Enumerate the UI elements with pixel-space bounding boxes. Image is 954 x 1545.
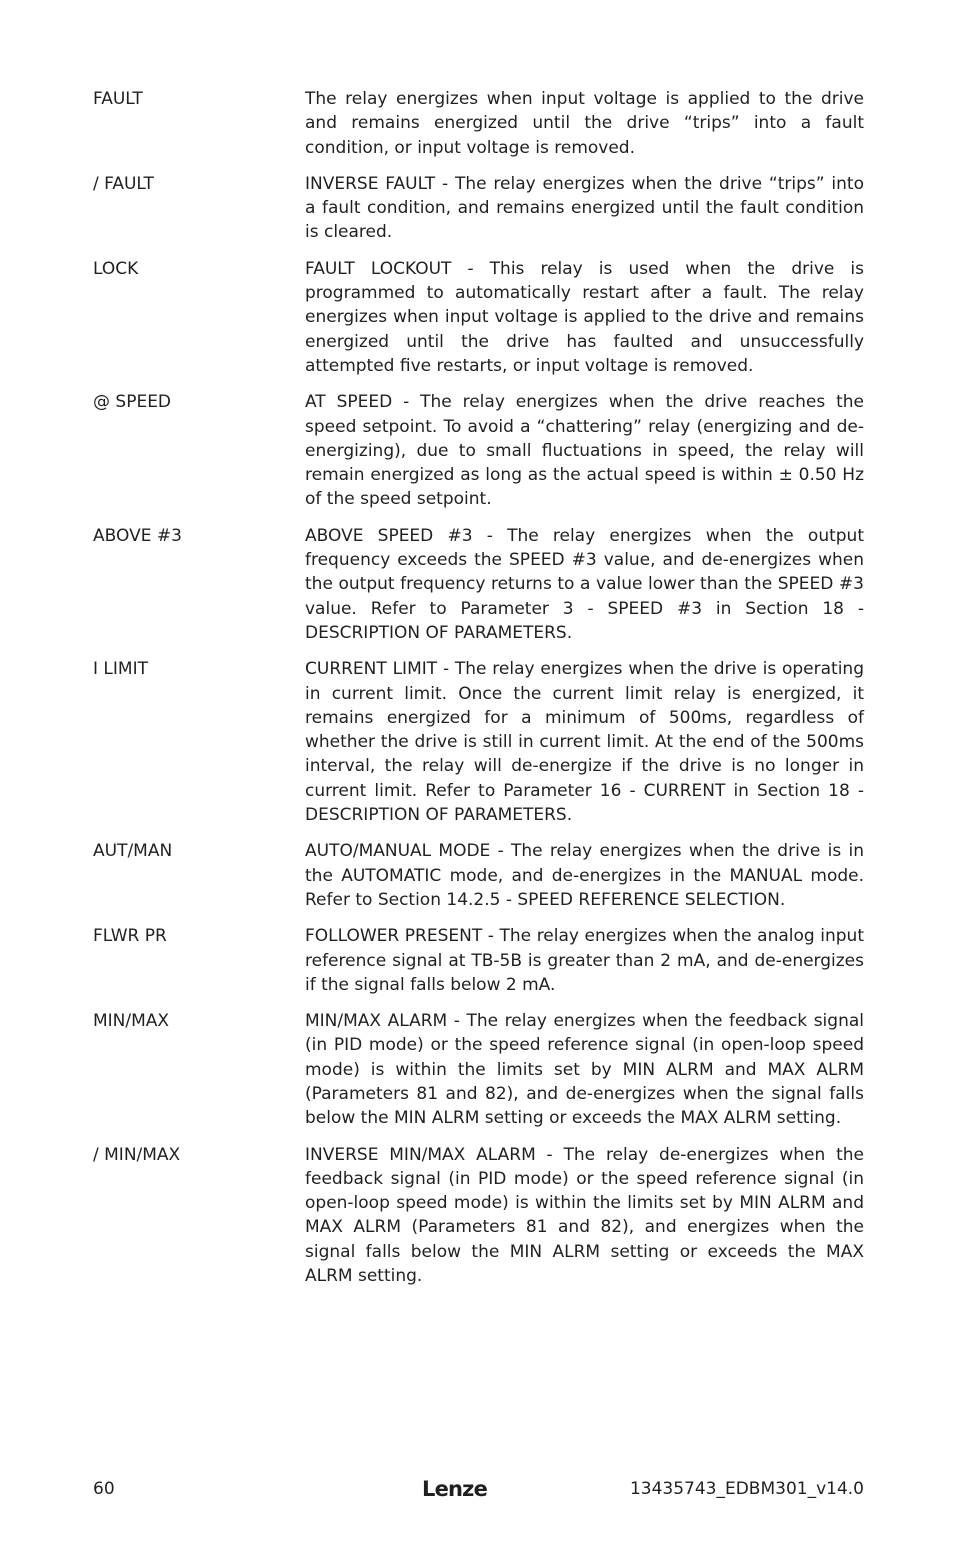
page-number: 60 xyxy=(93,1479,115,1499)
definition-term: AUT/MAN xyxy=(93,841,173,862)
definition-text: ABOVE SPEED #3 - The relay energizes when the output frequency exceeds the SPEED #3 value, and de-energizes when the output frequency returns to a value lower than the SPEED #3 value. Refer to Parameter 3 - SPEED #3 in Section 18 - DESCRIPTION OF PARAMETERS. xyxy=(305,525,864,643)
definition-term: I LIMIT xyxy=(93,659,148,680)
definition-text: FOLLOWER PRESENT - The relay energizes when the analog input reference signal at TB-5B is greater than 2 mA, and de-energizes if the signal falls below 2 mA. xyxy=(305,926,864,995)
definition-row xyxy=(93,524,864,645)
definition-text: FAULT LOCKOUT - This relay is used when the drive is programmed to automatically restart after a fault. The relay energizes when input voltage is applied to the drive and remains energized until the drive has faulted and unsuccessfully attempted five restarts, or input voltage is removed. xyxy=(305,258,864,376)
lenze-logo: Lenze xyxy=(422,1477,488,1501)
definition-text: MIN/MAX ALARM - The relay energizes when the feedback signal (in PID mode) or the speed reference signal (in open-loop speed mode) is within the limits set by MIN ALRM and MAX ALRM (Parameters 81 and 82), and de-energizes when the signal falls below the MIN ALRM setting or exceeds the MAX ALRM setting. xyxy=(305,1011,864,1129)
definition-term: ABOVE #3 xyxy=(93,525,182,546)
definition-row xyxy=(93,87,864,160)
definition-term: LOCK xyxy=(93,258,139,279)
definition-text: CURRENT LIMIT - The relay energizes when the drive is operating in current limit. Once the current limit relay is energized, it remains energized for a minimum of 500ms, regardless of whether the drive is still in current limit. At the end of the 500ms interval, the relay will de-energize if the drive is no longer in current limit. Refer to Parameter 16 - CURRENT in Section 18 - DESCRIPTION OF PARAMETERS. xyxy=(305,659,864,826)
definition-text: AT SPEED - The relay energizes when the drive reaches the speed setpoint. To avoid a “chattering” relay (energizing and de-energizing), due to small fluctuations in speed, the relay will remain energized as long as the actual speed is within ± 0.50 Hz of the speed setpoint. xyxy=(305,392,864,510)
definition-row xyxy=(93,390,864,511)
definition-row xyxy=(93,924,864,997)
definition-row xyxy=(93,1143,864,1289)
definition-term: / MIN/MAX xyxy=(93,1144,181,1165)
definition-row xyxy=(93,172,864,245)
definition-term: @ SPEED xyxy=(93,392,172,413)
definition-text: The relay energizes when input voltage is applied to the drive and remains energized until the drive “trips” into a fault condition, or input voltage is removed. xyxy=(305,89,864,158)
page-footer xyxy=(93,1477,864,1503)
definition-row xyxy=(93,1009,864,1130)
definition-term: FAULT xyxy=(93,89,143,109)
definition-text: INVERSE FAULT - The relay energizes when the drive “trips” into a fault condition, and remains energized until the fault condition is cleared. xyxy=(305,173,864,243)
definition-row xyxy=(93,257,864,378)
definition-row xyxy=(93,839,864,912)
relay-definitions-list xyxy=(93,87,864,1300)
definition-text: AUTO/MANUAL MODE - The relay energizes when the drive is in the AUTOMATIC mode, and de-energizes in the MANUAL mode. Refer to Section 14.2.5 - SPEED REFERENCE SELECTION. xyxy=(305,841,864,910)
definition-text: INVERSE MIN/MAX ALARM - The relay de-energizes when the feedback signal (in PID mode) or the speed reference signal (in open-loop speed mode) is within the limits set by MIN ALRM and MAX ALRM (Parameters 81 and 82), and energizes when the signal falls below the MIN ALRM setting or exceeds the MAX ALRM setting. xyxy=(305,1144,864,1287)
definition-term: MIN/MAX xyxy=(93,1011,170,1032)
definition-term: FLWR PR xyxy=(93,926,167,947)
definition-term: / FAULT xyxy=(93,173,154,194)
document-id: 13435743_EDBM301_v14.0 xyxy=(629,1479,864,1499)
definition-row xyxy=(93,657,864,827)
